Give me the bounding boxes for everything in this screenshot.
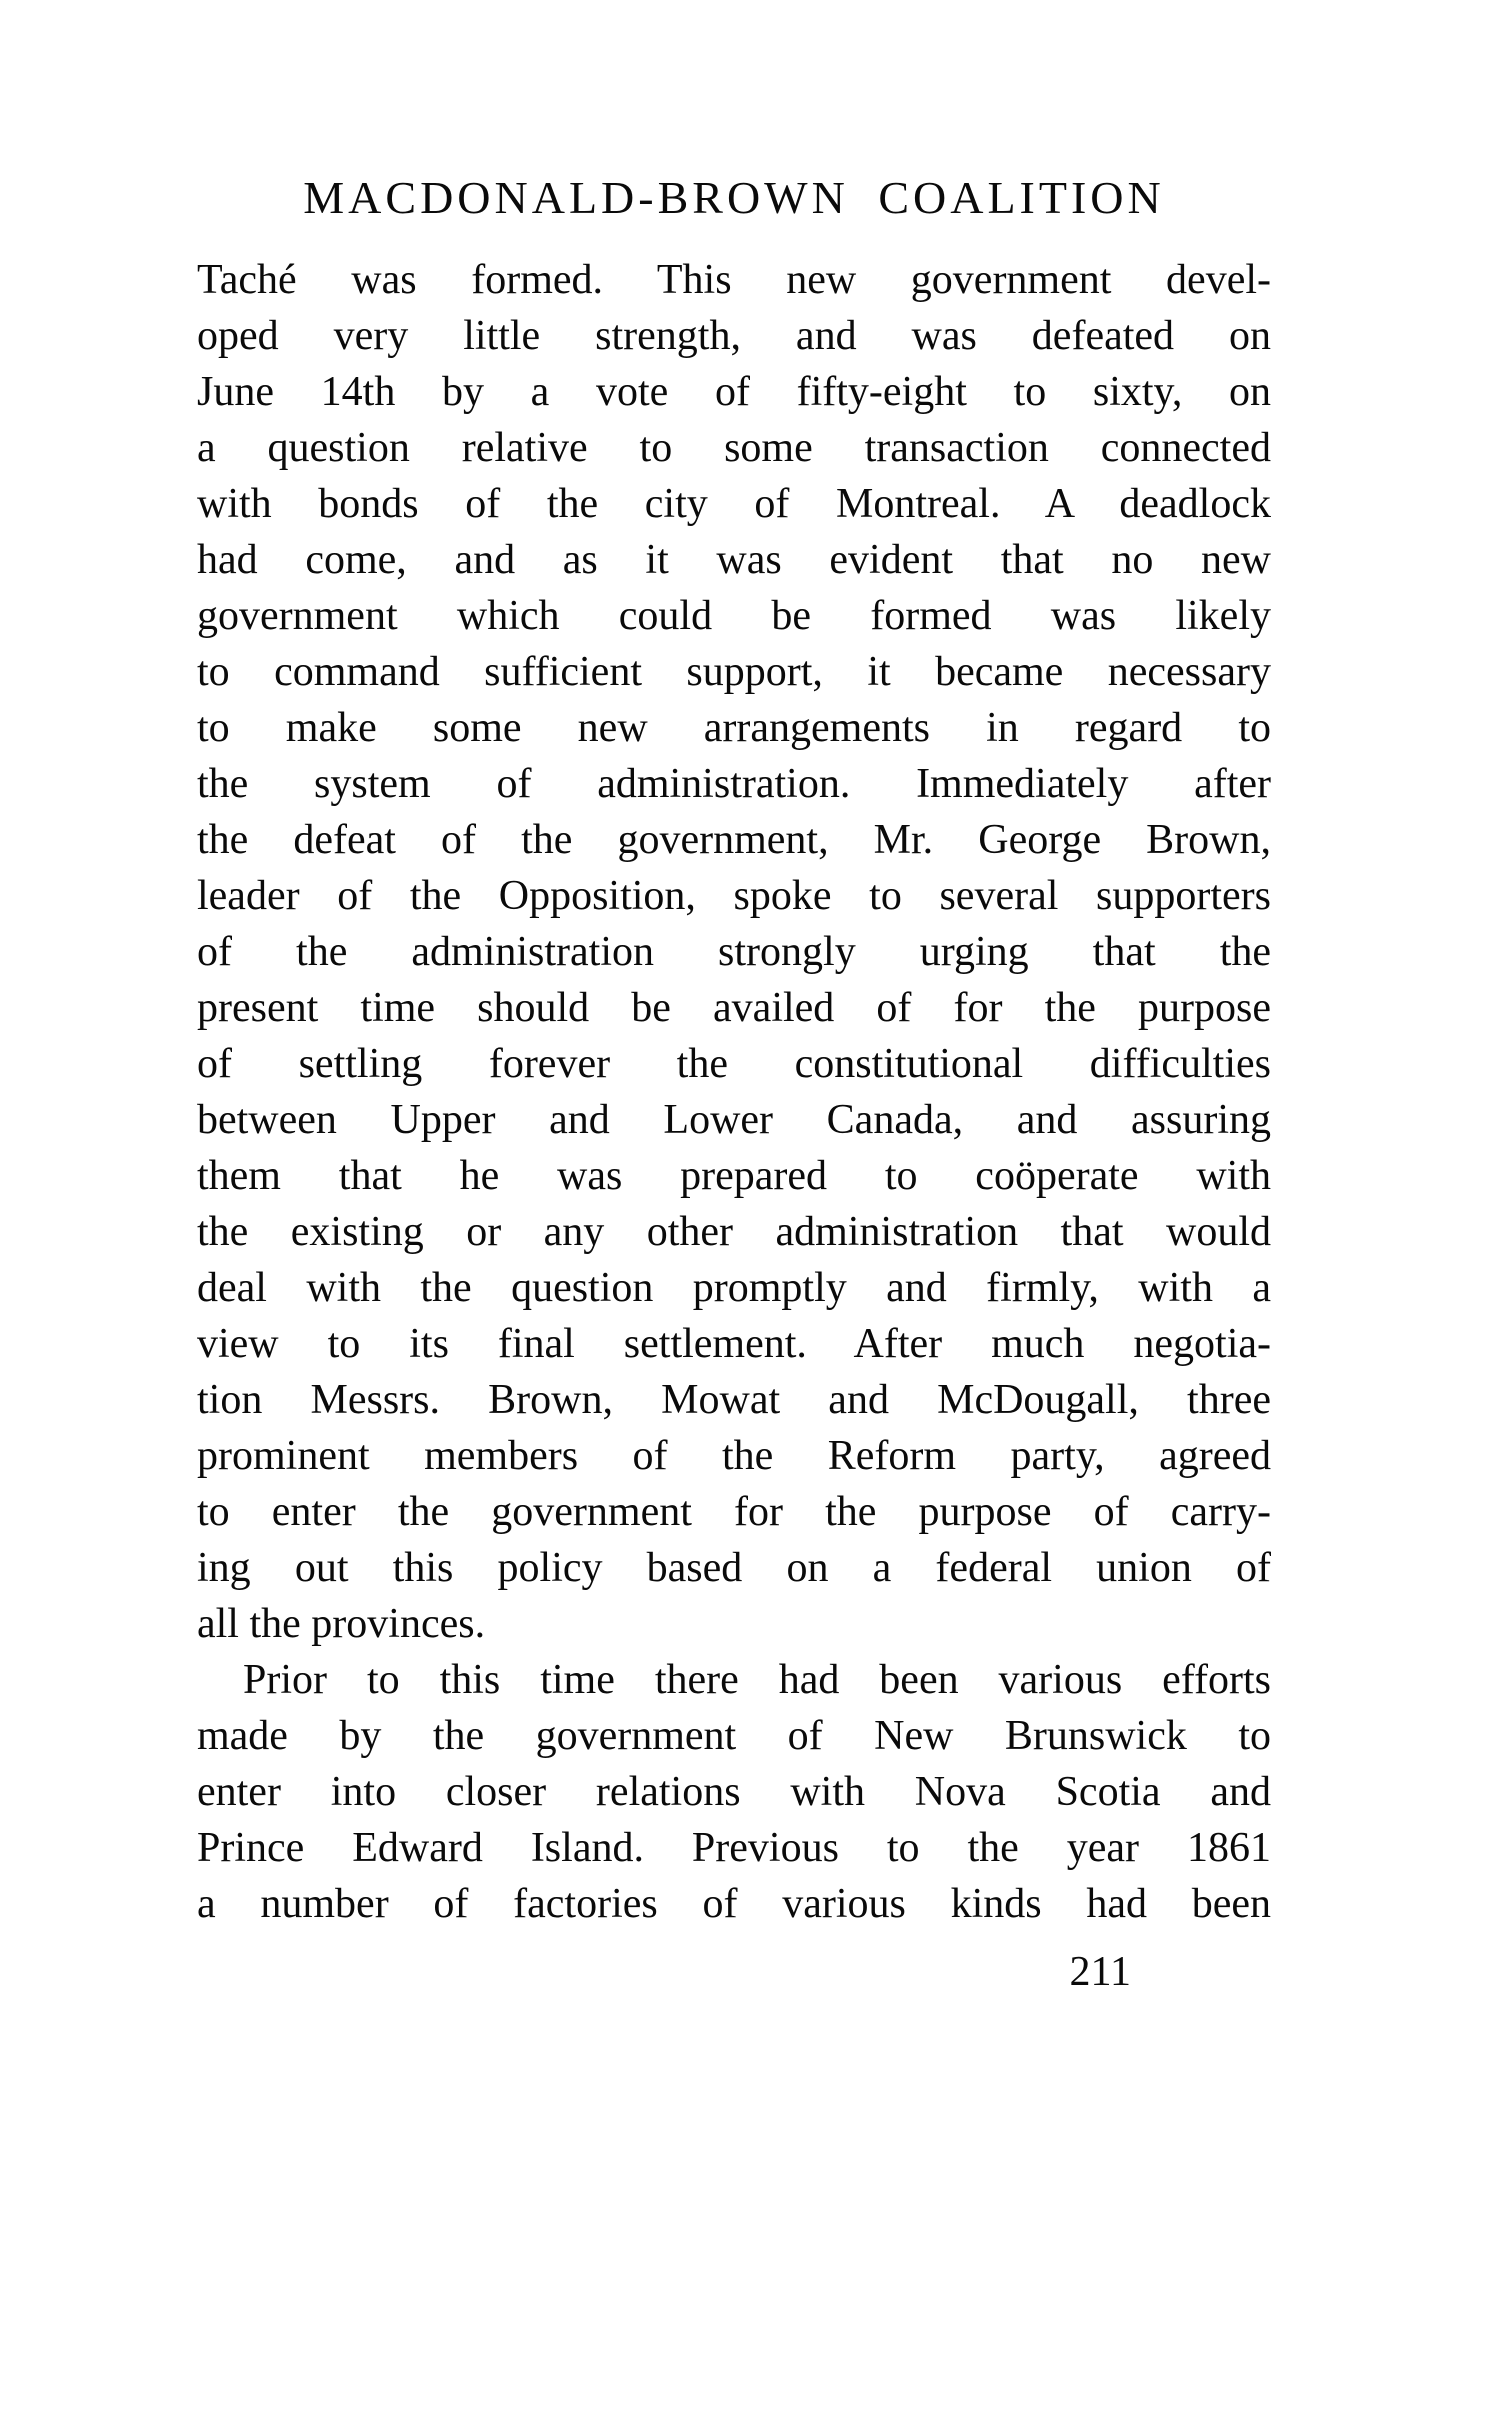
text-line: the existing or any other administration that would — [197, 1209, 1271, 1255]
text-line: government which could be formed was likely — [197, 593, 1271, 639]
text-line: present time should be availed of for the purpose — [197, 985, 1271, 1031]
text-line: oped very little strength, and was defeated on — [197, 313, 1271, 359]
text-line: a question relative to some transaction connected — [197, 425, 1271, 471]
text-line: prominent members of the Reform party, agreed — [197, 1433, 1271, 1479]
text-line: leader of the Opposition, spoke to several supporters — [197, 873, 1271, 919]
text-line: of settling forever the constitutional difficulties — [197, 1041, 1271, 1087]
page-title: MACDONALD-BROWN COALITION — [303, 172, 1165, 223]
text-line: ing out this policy based on a federal union of — [197, 1545, 1271, 1591]
text-line: to make some new arrangements in regard to — [197, 705, 1271, 751]
page-number: 211 — [1069, 1949, 1131, 1995]
text-line: June 14th by a vote of fifty-eight to sixty, on — [197, 369, 1271, 415]
text-line: had come, and as it was evident that no new — [197, 537, 1271, 583]
body-text — [197, 252, 1271, 1932]
text-line: view to its final settlement. After much negotia- — [197, 1321, 1271, 1367]
text-line: to enter the government for the purpose of carry- — [197, 1489, 1271, 1535]
text-line: enter into closer relations with Nova Scotia and — [197, 1769, 1271, 1815]
text-line: the defeat of the government, Mr. George Brown, — [197, 817, 1271, 863]
text-line: to command sufficient support, it became necessary — [197, 649, 1271, 695]
text-line: of the administration strongly urging that the — [197, 929, 1271, 975]
text-line: with bonds of the city of Montreal. A deadlock — [197, 481, 1271, 527]
text-line: Taché was formed. This new government devel- — [197, 257, 1271, 303]
text-line: them that he was prepared to coöperate with — [197, 1153, 1271, 1199]
text-line: Prince Edward Island. Previous to the year 1861 — [197, 1825, 1271, 1871]
text-line: tion Messrs. Brown, Mowat and McDougall, three — [197, 1377, 1271, 1423]
text-line: a number of factories of various kinds had been — [197, 1881, 1271, 1927]
text-line: all the provinces. — [197, 1601, 486, 1647]
text-line: Prior to this time there had been various efforts — [243, 1657, 1271, 1703]
text-line: the system of administration. Immediately after — [197, 761, 1271, 807]
text-line: made by the government of New Brunswick to — [197, 1713, 1271, 1759]
text-line: between Upper and Lower Canada, and assuring — [197, 1097, 1271, 1143]
text-line: deal with the question promptly and firmly, with a — [197, 1265, 1271, 1311]
